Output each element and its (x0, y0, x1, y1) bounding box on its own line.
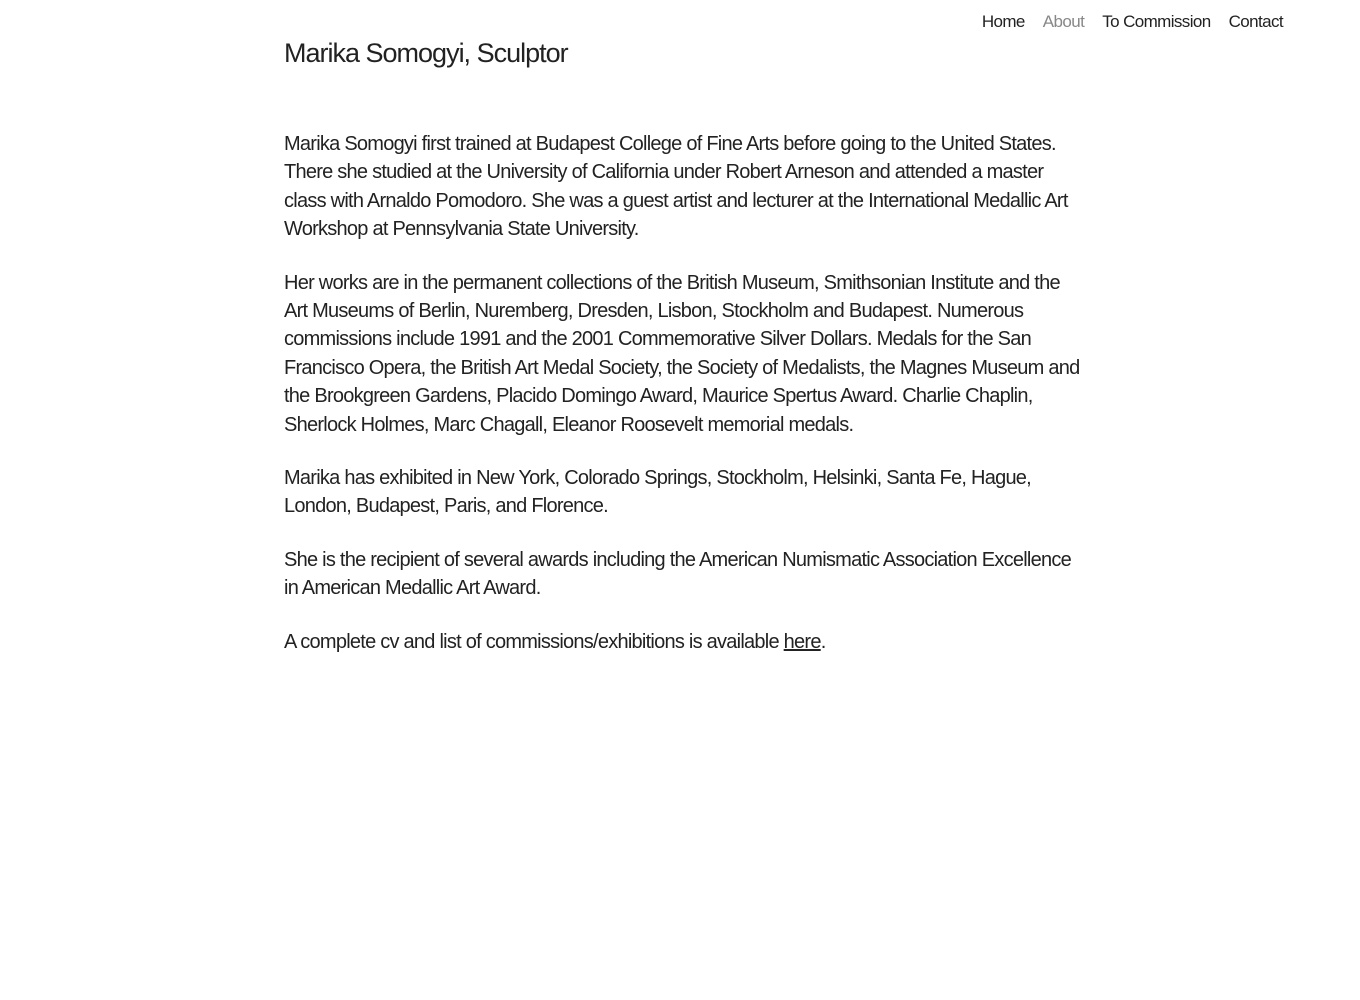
nav-to-commission-link[interactable]: To Commission (1102, 12, 1211, 31)
nav-about-link[interactable]: About (1042, 12, 1085, 31)
bio-paragraph-awards: She is the recipient of several awards including the American Numismatic Association Excellence in American Medallic Art Award. (284, 548, 1071, 600)
cv-here-link[interactable]: here (783, 630, 821, 653)
cv-period: . (820, 630, 826, 653)
nav-home-link[interactable]: Home (981, 12, 1025, 31)
bio-paragraph-collections: Her works are in the permanent collections of the British Museum, Smithsonian Institute and the Art Museums of Berlin, Nuremberg, Dresden, Lisbon, Stockholm and Budapest. Numerous commissions include 1991 and the 2001 Commemorative Silver Dollars. Medals for the San Francisco Opera, the British Art Medal Society, the Society of Medalists, the Magnes Museum and the Brookgreen Gardens, Placido Domingo Award, Maurice Spertus Award. Charlie Chaplin, Sherlock Holmes, Marc Chagall, Eleanor Roosevelt memorial medals. (284, 271, 1080, 436)
bio-paragraph-exhibitions: Marika has exhibited in New York, Colorado Springs, Stockholm, Helsinki, Santa Fe, Hague, London, Budapest, Paris, and Florence. (284, 467, 1031, 518)
cv-text: A complete cv and list of commissions/exhibitions is available (284, 630, 784, 653)
site-title[interactable]: Marika Somogyi, Sculptor (284, 38, 568, 68)
nav-contact-link[interactable]: Contact (1228, 12, 1283, 31)
about-content (284, 130, 1084, 681)
bio-paragraph-training: Marika Somogyi first trained at Budapest College of Fine Arts before going to the United States. There she studied at the University of California under Robert Arneson and attended a master class with Arnaldo Pomodoro. She was a guest artist and lecturer at the International Medallic Art Workshop at Pennsylvania State University. (284, 133, 1068, 241)
main-nav (982, 12, 1283, 32)
cv-paragraph (284, 628, 1084, 656)
